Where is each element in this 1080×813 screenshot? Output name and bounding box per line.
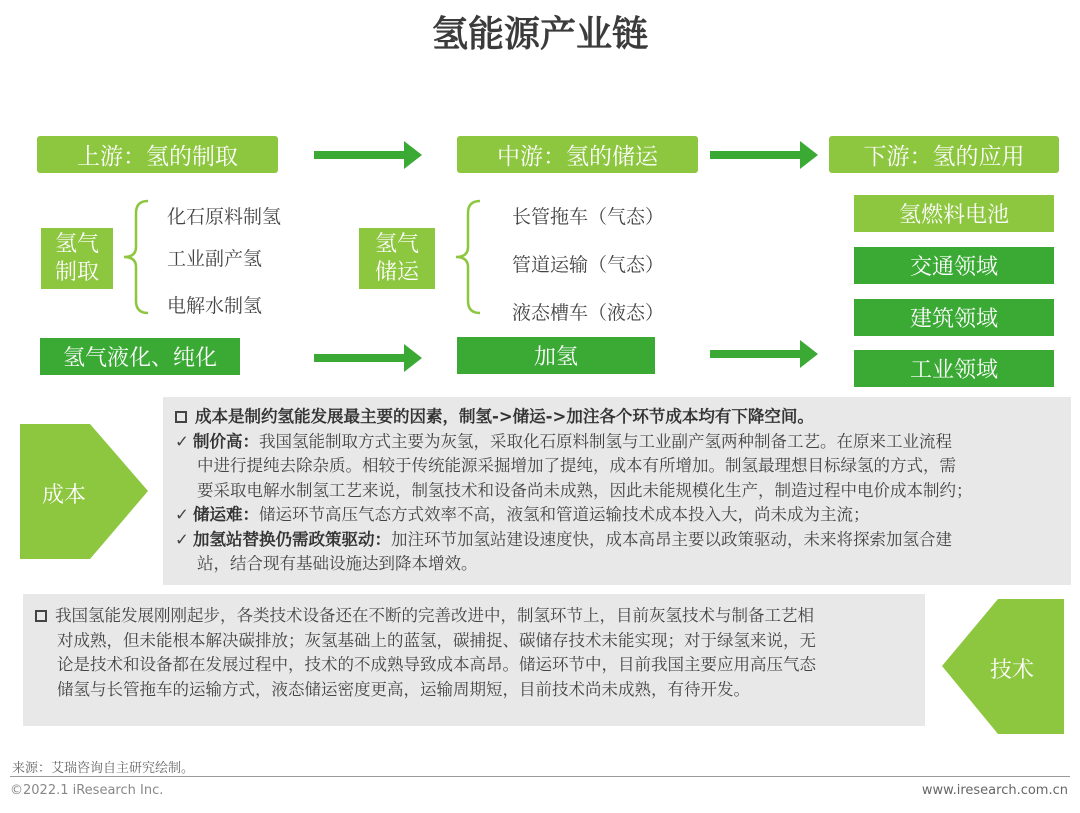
cost-point-text: 中进行提纯去除杂质。相较于传统能源采掘增加了提纯，成本有所增加。制氢最理想目标绿氢的方式，需 [197,456,956,475]
production-brace [118,199,152,315]
tech-line: 储氢与长管拖车的运输方式，液态储运密度更高，运输周期短，目前技术尚未成熟，有待开发。 [57,679,750,699]
upstream-header: 上游：氢的制取 [37,136,278,173]
website-link[interactable]: www.iresearch.com.cn [921,783,1068,798]
production-item: 化石原料制氢 [167,206,282,228]
cost-headline-row [175,405,1059,430]
cost-point [175,528,1059,553]
cost-point-title: 储运难： [193,505,259,524]
refueling-box: 加氢 [457,337,655,374]
page-title: 氢能源产业链 [431,14,648,55]
arrow-refueling-to-applications [710,340,818,368]
cost-tag-label: 成本 [42,483,87,508]
square-bullet-icon [35,610,47,622]
cost-point-text: 要采取电解水制氢工艺来说，制氢技术和设备尚未成熟，因此未能规模化生产，制造过程中电价成本制约； [197,480,973,500]
tech-line: 论是技术和设备都在发展过程中，技术的不成熟导致成本高昂。储运环节中，目前我国主要应用高压气态 [57,655,816,674]
storage-label-line2: 储运 [374,259,419,285]
tech-line: 我国氢能发展刚刚起步，各类技术设备还在不断的完善改进中，制氢环节上，目前灰氢技术与制备工艺相 [35,604,913,629]
cost-headline: 成本是制约氢能发展最主要的因素，制氢->储运->加注各个环节成本均有下降空间。 [195,407,814,426]
production-label-line2: 制取 [54,259,99,285]
check-icon: ✓ [175,431,189,451]
check-icon: ✓ [175,505,189,524]
source-note: 来源：艾瑞咨询自主研究绘制。 [12,761,195,776]
application-building: 建筑领域 [854,299,1054,336]
storage-brace [450,199,484,315]
cost-panel [163,397,1071,585]
tech-panel [23,594,925,726]
storage-item: 长管拖车（气态） [512,206,665,228]
application-industry: 工业领域 [854,350,1054,387]
cost-point-text: 我国氢能制取方式主要为灰氢，采取化石原料制氢与工业副产氢两种制备工艺。在原来工业流程 [259,431,952,451]
cost-point-title: 制价高： [193,431,259,451]
application-fuel-cell: 氢燃料电池 [854,195,1054,232]
copyright: ©2022.1 iResearch Inc. [10,783,164,798]
check-icon: ✓ [175,529,189,549]
cost-point-text: 储运环节高压气态方式效率不高，液氢和管道运输技术成本投入大，尚未成为主流； [259,505,870,524]
arrow-mid-to-down [710,141,818,169]
application-transport: 交通领域 [854,247,1054,284]
tech-line: 对成熟，但未能根本解决碳排放；灰氢基础上的蓝氢，碳捕捉、碳储存技术未能实现；对于绿氢来说，无 [57,630,816,650]
production-item: 电解水制氢 [167,295,263,317]
storage-label [359,228,435,289]
downstream-header: 下游：氢的应用 [829,136,1059,173]
arrow-liquefaction-to-refueling [314,344,422,372]
production-item: 工业副产氢 [167,248,263,270]
storage-label-line1: 氢气 [374,231,419,257]
cost-point [175,430,1059,455]
production-label [41,228,113,289]
midstream-header: 中游：氢的储运 [457,136,698,173]
cost-point-text: 加注环节加氢站建设速度快，成本高昂主要以政策驱动，未来将探索加氢合建 [391,529,952,549]
arrow-up-to-mid [314,141,422,169]
square-bullet-icon [175,411,187,423]
production-label-line1: 氢气 [54,231,99,257]
tech-tag-label: 技术 [990,658,1035,683]
storage-item: 管道运输（气态） [512,254,665,276]
cost-tag [20,424,150,559]
cost-point-title: 加氢站替换仍需政策驱动： [193,529,391,549]
cost-point [175,503,1059,528]
storage-item: 液态槽车（液态） [512,302,665,324]
cost-point-text: 站，结合现有基础设施达到降本增效。 [197,554,478,573]
liquefaction-box: 氢气液化、纯化 [40,338,240,375]
tech-tag [942,599,1064,734]
footer-divider [10,776,1070,777]
